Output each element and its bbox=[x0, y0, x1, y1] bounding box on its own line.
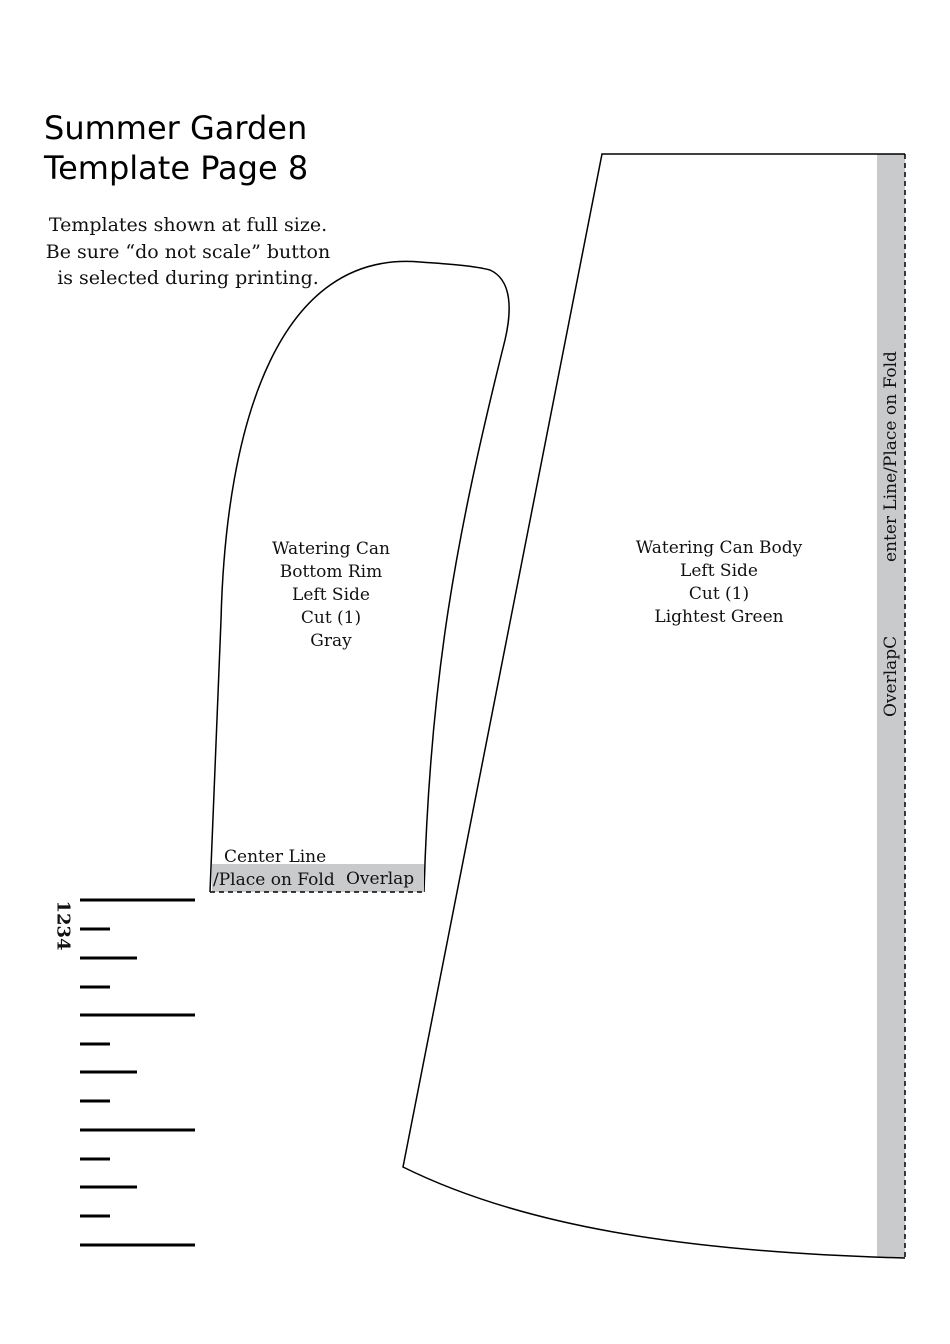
print-instructions bbox=[28, 212, 348, 292]
instruction-line-2: Be sure “do not scale” button bbox=[45, 240, 331, 263]
rim-label-line: Left Side bbox=[292, 585, 370, 605]
title-line-2: Template Page 8 bbox=[44, 149, 309, 187]
ruler-numbers: 1234 bbox=[52, 900, 74, 951]
rim-piece-label bbox=[251, 538, 411, 653]
body-overlap-label: OverlapC bbox=[881, 635, 901, 717]
rim-label-line: Watering Can bbox=[272, 539, 390, 559]
body-label-line: Left Side bbox=[680, 561, 758, 581]
rim-overlap-label: Overlap bbox=[346, 869, 415, 889]
ruler bbox=[80, 900, 195, 1245]
rim-label-line: Gray bbox=[310, 631, 352, 651]
rim-center-line-label: Center Line bbox=[224, 847, 327, 867]
rim-label-line: Bottom Rim bbox=[279, 562, 383, 582]
body-label-line: Lightest Green bbox=[654, 607, 784, 627]
page-title bbox=[44, 108, 308, 188]
rim-place-on-fold-label: /Place on Fold bbox=[213, 870, 335, 890]
body-outline bbox=[403, 154, 905, 1258]
instruction-line-1: Templates shown at full size. bbox=[48, 214, 328, 236]
body-piece-label bbox=[619, 537, 819, 629]
body-label-line: Cut (1) bbox=[688, 584, 750, 604]
body-label-line: Watering Can Body bbox=[635, 538, 803, 558]
instruction-line-3: is selected during printing. bbox=[57, 267, 319, 289]
title-line-1: Summer Garden bbox=[44, 109, 308, 147]
body-fold-label: enter Line/Place on Fold bbox=[881, 351, 901, 562]
rim-label-line: Cut (1) bbox=[300, 608, 362, 628]
